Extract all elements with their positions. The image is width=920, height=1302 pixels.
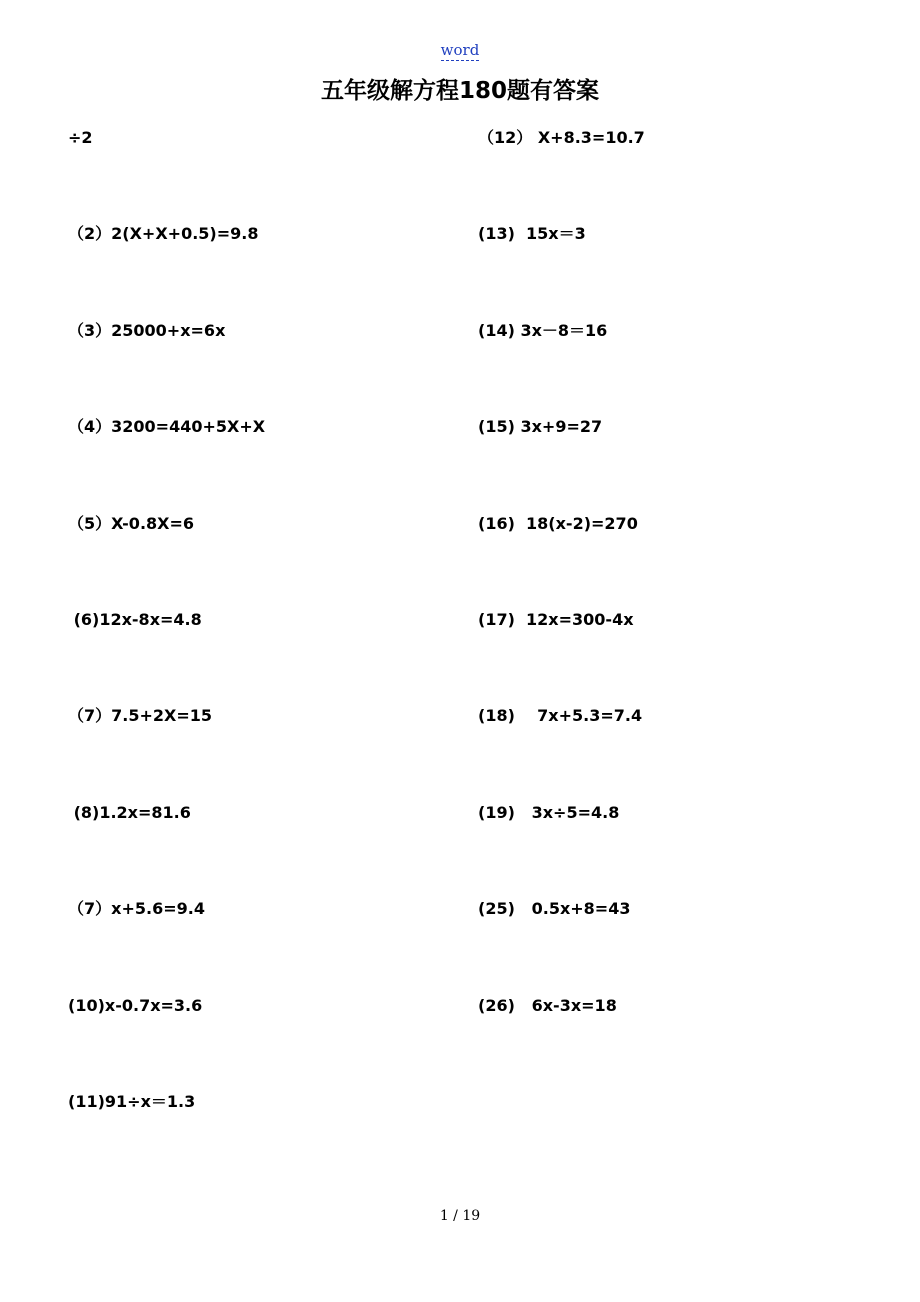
equation-item: ÷2: [68, 128, 93, 147]
page-number: 1 / 19: [439, 1208, 481, 1224]
equation-item: （7）x+5.6=9.4: [68, 899, 205, 919]
equation-item: (16) 18(x-2)=270: [478, 513, 638, 533]
equation-item: （12） X+8.3=10.7: [478, 128, 645, 147]
equation-item: (26) 6x-3x=18: [478, 995, 617, 1015]
equation-item: （3）25000+x=6x: [68, 320, 226, 340]
equation-item: (6)12x-8x=4.8: [68, 609, 202, 629]
equation-item: （7）7.5+2X=15: [68, 706, 213, 726]
equation-item: （4）3200=440+5X+X: [68, 417, 266, 437]
page-title: 五年级解方程180题有答案: [320, 78, 599, 104]
equation-item: (18) 7x+5.3=7.4: [478, 706, 643, 726]
equation-item: (14) 3x－8＝16: [478, 320, 608, 340]
header-word-link[interactable]: word: [440, 41, 480, 59]
equation-item: (11)91÷x＝1.3: [68, 1091, 196, 1111]
equation-item: （5）X-0.8X=6: [68, 513, 195, 533]
equation-item: (15) 3x+9=27: [478, 417, 603, 437]
left-equation-column: [68, 126, 265, 1186]
equation-item: (10)x-0.7x=3.6: [68, 995, 203, 1015]
equation-item: (25) 0.5x+8=43: [478, 899, 631, 919]
equation-item: （2）2(X+X+0.5)=9.8: [68, 224, 259, 244]
right-equation-column: [478, 126, 645, 1090]
header-word-link-container: [0, 40, 920, 60]
equation-item: (8)1.2x=81.6: [68, 802, 191, 822]
equation-item: (13) 15x＝3: [478, 224, 586, 244]
equation-item: (19) 3x÷5=4.8: [478, 802, 620, 822]
equation-item: (17) 12x=300-4x: [478, 609, 634, 629]
